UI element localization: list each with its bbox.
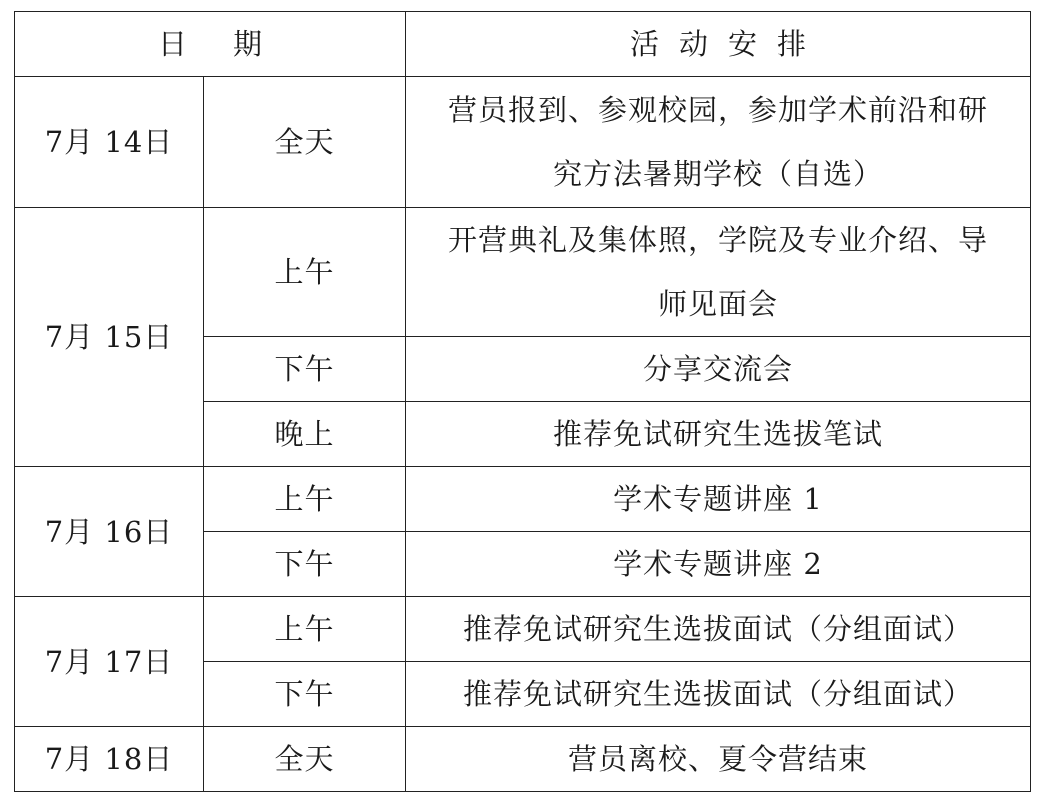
activity-cell: 学术专题讲座 2 [406, 532, 1031, 597]
activity-header [406, 12, 1031, 77]
activity-line: 师见面会 [658, 287, 779, 321]
activity-cell [406, 77, 1031, 208]
table-row [15, 727, 1031, 792]
time-cell: 全天 [204, 727, 406, 792]
activity-cell: 分享交流会 [406, 337, 1031, 402]
activity-cell: 推荐免试研究生选拔面试（分组面试） [406, 597, 1031, 662]
date-cell: 7月 14日 [15, 77, 204, 208]
date-cell: 7月 17日 [15, 597, 204, 727]
schedule-table [14, 11, 1031, 792]
time-cell: 下午 [204, 532, 406, 597]
activity-line: 究方法暑期学校（自选） [553, 157, 884, 191]
time-cell: 上午 [204, 597, 406, 662]
time-cell: 上午 [204, 467, 406, 532]
table-row [15, 467, 1031, 532]
activity-cell [406, 208, 1031, 337]
activity-cell: 推荐免试研究生选拔面试（分组面试） [406, 662, 1031, 727]
date-header-label: 日期 [158, 27, 309, 61]
table-row [15, 597, 1031, 662]
time-cell: 下午 [204, 662, 406, 727]
time-cell: 上午 [204, 208, 406, 337]
time-cell: 下午 [204, 337, 406, 402]
table-row [15, 208, 1031, 337]
date-header [15, 12, 406, 77]
date-cell: 7月 15日 [15, 208, 204, 467]
activity-header-label: 活动安排 [630, 27, 827, 61]
table-row [15, 77, 1031, 208]
header-row [15, 12, 1031, 77]
time-cell: 全天 [204, 77, 406, 208]
activity-line: 营员报到、参观校园，参加学术前沿和研 [448, 93, 989, 127]
activity-cell: 营员离校、夏令营结束 [406, 727, 1031, 792]
date-cell: 7月 16日 [15, 467, 204, 597]
activity-line: 开营典礼及集体照，学院及专业介绍、导 [448, 223, 989, 257]
date-cell: 7月 18日 [15, 727, 204, 792]
time-cell: 晚上 [204, 402, 406, 467]
activity-cell: 学术专题讲座 1 [406, 467, 1031, 532]
activity-cell: 推荐免试研究生选拔笔试 [406, 402, 1031, 467]
